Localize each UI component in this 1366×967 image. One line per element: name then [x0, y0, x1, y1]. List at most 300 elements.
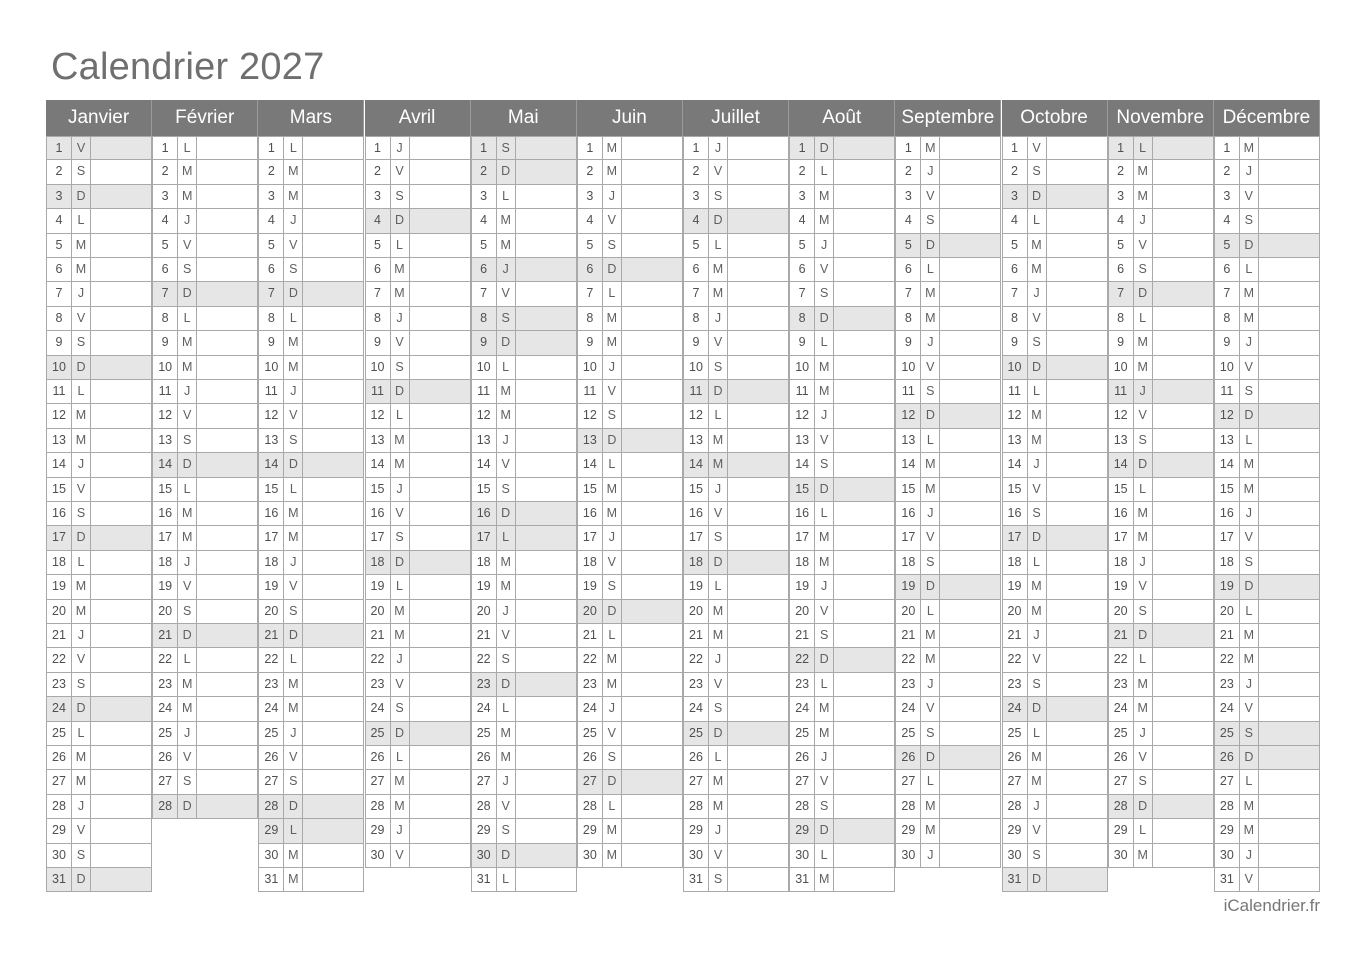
day-note-cell — [91, 429, 151, 452]
weekday-letter: L — [72, 209, 91, 232]
day-note-cell — [197, 795, 257, 818]
day-row — [258, 185, 364, 209]
day-number: 4 — [366, 209, 391, 232]
day-row — [258, 380, 364, 404]
day-note-cell — [622, 307, 682, 330]
day-note-cell — [516, 282, 576, 305]
weekday-letter: M — [921, 648, 940, 671]
day-note-cell — [940, 697, 1000, 720]
day-number: 27 — [1215, 770, 1240, 793]
day-row — [258, 819, 364, 843]
day-note-cell — [197, 575, 257, 598]
weekday-letter: M — [284, 160, 303, 183]
day-note-cell — [516, 844, 576, 867]
day-row — [683, 551, 789, 575]
day-row — [1108, 478, 1214, 502]
day-note-cell — [516, 673, 576, 696]
day-number: 13 — [366, 429, 391, 452]
day-note-cell — [622, 600, 682, 623]
day-note-cell — [728, 502, 788, 525]
day-note-cell — [197, 770, 257, 793]
day-row — [1002, 502, 1108, 526]
day-number: 13 — [790, 429, 815, 452]
day-note-cell — [91, 551, 151, 574]
weekday-letter: M — [1240, 478, 1259, 501]
weekday-letter: M — [178, 526, 197, 549]
day-note-cell — [622, 185, 682, 208]
day-note-cell — [197, 429, 257, 452]
day-number: 18 — [153, 551, 178, 574]
weekday-letter: S — [391, 185, 410, 208]
day-number: 11 — [1109, 380, 1134, 403]
day-row — [365, 844, 471, 868]
day-note-cell — [834, 209, 894, 232]
day-row — [789, 722, 895, 746]
day-note-cell — [1259, 478, 1319, 501]
day-row — [1002, 282, 1108, 306]
weekday-letter: D — [921, 234, 940, 257]
day-note-cell — [303, 673, 363, 696]
weekday-letter: M — [72, 746, 91, 769]
day-number: 1 — [790, 137, 815, 159]
day-number: 16 — [1109, 502, 1134, 525]
day-note-cell — [1047, 137, 1107, 159]
day-note-cell — [728, 282, 788, 305]
weekday-letter: V — [72, 307, 91, 330]
day-row — [152, 356, 258, 380]
day-number: 16 — [1215, 502, 1240, 525]
day-note-cell — [1153, 600, 1213, 623]
day-note-cell — [91, 624, 151, 647]
weekday-letter: L — [497, 697, 516, 720]
day-note-cell — [197, 234, 257, 257]
day-row — [1002, 697, 1108, 721]
weekday-letter: L — [1028, 209, 1047, 232]
weekday-letter: S — [603, 404, 622, 427]
day-number: 22 — [1109, 648, 1134, 671]
weekday-letter: D — [284, 795, 303, 818]
weekday-letter: S — [1028, 160, 1047, 183]
day-number: 16 — [47, 502, 72, 525]
day-number: 5 — [1109, 234, 1134, 257]
day-note-cell — [303, 722, 363, 745]
weekday-letter: M — [815, 356, 834, 379]
day-number: 10 — [684, 356, 709, 379]
weekday-letter: L — [284, 307, 303, 330]
day-row — [683, 770, 789, 794]
day-note-cell — [728, 673, 788, 696]
day-row — [895, 722, 1001, 746]
day-note-cell — [1153, 160, 1213, 183]
weekday-letter: M — [284, 868, 303, 891]
day-row — [1214, 868, 1320, 892]
day-row — [1108, 453, 1214, 477]
day-note-cell — [1153, 404, 1213, 427]
weekday-letter: L — [603, 282, 622, 305]
day-number: 25 — [896, 722, 921, 745]
weekday-letter: M — [921, 282, 940, 305]
day-note-cell — [91, 404, 151, 427]
day-number: 6 — [259, 258, 284, 281]
weekday-letter: L — [815, 502, 834, 525]
day-number: 24 — [259, 697, 284, 720]
weekday-letter: M — [921, 453, 940, 476]
day-number: 2 — [1003, 160, 1028, 183]
day-row — [1214, 551, 1320, 575]
day-number: 14 — [153, 453, 178, 476]
day-number: 3 — [153, 185, 178, 208]
day-note-cell — [834, 160, 894, 183]
day-note-cell — [622, 624, 682, 647]
day-row — [365, 697, 471, 721]
day-note-cell — [1259, 282, 1319, 305]
weekday-letter: M — [497, 551, 516, 574]
day-note-cell — [728, 526, 788, 549]
day-row — [46, 478, 152, 502]
day-number: 13 — [578, 429, 603, 452]
weekday-letter: M — [497, 404, 516, 427]
day-number: 9 — [1003, 331, 1028, 354]
day-note-cell — [622, 478, 682, 501]
day-number: 20 — [1215, 600, 1240, 623]
day-row — [152, 234, 258, 258]
weekday-letter: S — [1028, 502, 1047, 525]
day-note-cell — [1259, 453, 1319, 476]
day-row — [895, 234, 1001, 258]
day-number: 24 — [472, 697, 497, 720]
day-note-cell — [410, 697, 470, 720]
day-row — [1214, 209, 1320, 233]
day-row — [1108, 307, 1214, 331]
day-row — [1214, 575, 1320, 599]
day-row — [46, 258, 152, 282]
weekday-letter: J — [497, 770, 516, 793]
weekday-letter: L — [178, 307, 197, 330]
day-note-cell — [91, 331, 151, 354]
day-note-cell — [91, 746, 151, 769]
day-row — [365, 502, 471, 526]
weekday-letter: J — [815, 404, 834, 427]
day-number: 22 — [153, 648, 178, 671]
day-number: 29 — [259, 819, 284, 842]
day-number: 27 — [1109, 770, 1134, 793]
weekday-letter: J — [709, 478, 728, 501]
day-number: 30 — [684, 844, 709, 867]
day-note-cell — [410, 648, 470, 671]
day-row — [471, 844, 577, 868]
day-row — [46, 453, 152, 477]
day-row — [789, 526, 895, 550]
day-row — [471, 624, 577, 648]
day-number: 30 — [790, 844, 815, 867]
day-row — [365, 722, 471, 746]
day-number: 24 — [1215, 697, 1240, 720]
weekday-letter: M — [815, 380, 834, 403]
day-number: 20 — [1003, 600, 1028, 623]
day-note-cell — [516, 526, 576, 549]
day-number: 1 — [153, 137, 178, 159]
weekday-letter: J — [1028, 453, 1047, 476]
day-note-cell — [516, 575, 576, 598]
weekday-letter: M — [603, 502, 622, 525]
day-note-cell — [1153, 356, 1213, 379]
day-note-cell — [516, 770, 576, 793]
day-row — [1108, 404, 1214, 428]
weekday-letter: M — [1240, 648, 1259, 671]
weekday-letter: M — [709, 429, 728, 452]
day-number: 17 — [578, 526, 603, 549]
day-note-cell — [940, 282, 1000, 305]
day-row — [365, 795, 471, 819]
day-note-cell — [197, 648, 257, 671]
weekday-letter: V — [603, 380, 622, 403]
day-note-cell — [91, 795, 151, 818]
day-row — [895, 575, 1001, 599]
day-row — [789, 185, 895, 209]
day-row — [471, 209, 577, 233]
day-note-cell — [1047, 648, 1107, 671]
day-note-cell — [410, 160, 470, 183]
day-number: 16 — [366, 502, 391, 525]
weekday-letter: S — [1028, 844, 1047, 867]
day-row — [577, 331, 683, 355]
day-row — [258, 624, 364, 648]
day-row — [152, 770, 258, 794]
day-row — [1002, 746, 1108, 770]
day-number: 27 — [684, 770, 709, 793]
day-number: 26 — [259, 746, 284, 769]
day-note-cell — [1047, 258, 1107, 281]
day-note-cell — [1153, 746, 1213, 769]
day-note-cell — [516, 404, 576, 427]
day-number: 26 — [896, 746, 921, 769]
day-row — [46, 136, 152, 160]
day-number: 21 — [259, 624, 284, 647]
day-row — [683, 575, 789, 599]
day-number: 16 — [790, 502, 815, 525]
weekday-letter: V — [1240, 356, 1259, 379]
day-number: 12 — [366, 404, 391, 427]
day-note-cell — [516, 624, 576, 647]
day-note-cell — [940, 551, 1000, 574]
day-note-cell — [303, 648, 363, 671]
day-row — [1214, 282, 1320, 306]
weekday-letter: J — [709, 648, 728, 671]
day-number: 4 — [47, 209, 72, 232]
day-note-cell — [516, 429, 576, 452]
day-row — [1108, 673, 1214, 697]
day-note-cell — [1047, 356, 1107, 379]
day-row — [1214, 234, 1320, 258]
day-row — [471, 380, 577, 404]
day-row — [152, 600, 258, 624]
day-row — [1214, 746, 1320, 770]
day-row — [365, 600, 471, 624]
day-number: 19 — [472, 575, 497, 598]
day-row — [683, 234, 789, 258]
day-note-cell — [940, 453, 1000, 476]
weekday-letter: L — [178, 137, 197, 159]
day-number: 28 — [47, 795, 72, 818]
day-number: 10 — [896, 356, 921, 379]
day-row — [471, 575, 577, 599]
day-note-cell — [91, 209, 151, 232]
day-number: 24 — [896, 697, 921, 720]
day-row — [1002, 234, 1108, 258]
day-note-cell — [728, 648, 788, 671]
day-row — [683, 844, 789, 868]
day-note-cell — [303, 137, 363, 159]
day-number: 19 — [1003, 575, 1028, 598]
day-note-cell — [728, 575, 788, 598]
weekday-letter: D — [1028, 697, 1047, 720]
day-row — [1214, 819, 1320, 843]
day-row — [1214, 404, 1320, 428]
day-row — [577, 478, 683, 502]
day-note-cell — [728, 770, 788, 793]
day-note-cell — [622, 234, 682, 257]
day-number: 2 — [259, 160, 284, 183]
weekday-letter: D — [709, 380, 728, 403]
weekday-letter: V — [815, 258, 834, 281]
day-note-cell — [516, 746, 576, 769]
day-number: 1 — [1003, 137, 1028, 159]
day-row — [1108, 136, 1214, 160]
day-number: 24 — [366, 697, 391, 720]
day-row — [152, 722, 258, 746]
day-row — [577, 673, 683, 697]
day-note-cell — [1259, 600, 1319, 623]
day-note-cell — [834, 673, 894, 696]
day-number: 14 — [1003, 453, 1028, 476]
day-note-cell — [940, 356, 1000, 379]
weekday-letter: M — [709, 282, 728, 305]
day-note-cell — [410, 502, 470, 525]
day-number: 9 — [1215, 331, 1240, 354]
day-row — [895, 844, 1001, 868]
day-number: 8 — [259, 307, 284, 330]
day-note-cell — [940, 624, 1000, 647]
day-row — [258, 722, 364, 746]
day-number: 29 — [1109, 819, 1134, 842]
day-note-cell — [940, 258, 1000, 281]
day-number: 20 — [153, 600, 178, 623]
day-row — [789, 331, 895, 355]
day-note-cell — [410, 429, 470, 452]
weekday-letter: M — [1028, 234, 1047, 257]
day-note-cell — [1259, 185, 1319, 208]
weekday-letter: J — [709, 137, 728, 159]
weekday-letter: S — [709, 697, 728, 720]
weekday-letter: M — [72, 429, 91, 452]
day-number: 24 — [684, 697, 709, 720]
day-number: 10 — [578, 356, 603, 379]
weekday-letter: S — [921, 380, 940, 403]
day-note-cell — [91, 868, 151, 891]
day-row — [577, 575, 683, 599]
weekday-letter: D — [921, 404, 940, 427]
weekday-letter: L — [709, 575, 728, 598]
day-row — [471, 331, 577, 355]
day-note-cell — [303, 258, 363, 281]
day-number: 19 — [259, 575, 284, 598]
day-number: 12 — [259, 404, 284, 427]
day-row — [258, 429, 364, 453]
day-row — [577, 234, 683, 258]
day-number: 25 — [1215, 722, 1240, 745]
day-number: 10 — [153, 356, 178, 379]
day-row — [1108, 282, 1214, 306]
day-note-cell — [410, 722, 470, 745]
day-row — [471, 356, 577, 380]
day-number: 17 — [896, 526, 921, 549]
weekday-letter: D — [1240, 234, 1259, 257]
day-note-cell — [1047, 234, 1107, 257]
day-number: 30 — [1215, 844, 1240, 867]
day-number: 21 — [684, 624, 709, 647]
day-row — [577, 429, 683, 453]
weekday-letter: L — [178, 648, 197, 671]
day-note-cell — [728, 551, 788, 574]
weekday-letter: V — [921, 185, 940, 208]
day-note-cell — [516, 356, 576, 379]
weekday-letter: V — [1240, 697, 1259, 720]
weekday-letter: L — [72, 380, 91, 403]
weekday-letter: M — [284, 673, 303, 696]
day-number: 8 — [790, 307, 815, 330]
day-note-cell — [91, 380, 151, 403]
day-number: 29 — [790, 819, 815, 842]
weekday-letter: S — [603, 746, 622, 769]
day-number: 26 — [790, 746, 815, 769]
day-number: 20 — [366, 600, 391, 623]
day-row — [258, 673, 364, 697]
weekday-letter: M — [178, 502, 197, 525]
day-note-cell — [622, 453, 682, 476]
day-row — [895, 648, 1001, 672]
weekday-letter: S — [497, 819, 516, 842]
day-note-cell — [1259, 526, 1319, 549]
weekday-letter: S — [603, 575, 622, 598]
day-note-cell — [1259, 331, 1319, 354]
day-number: 14 — [896, 453, 921, 476]
day-number: 20 — [896, 600, 921, 623]
day-note-cell — [197, 453, 257, 476]
day-row — [895, 770, 1001, 794]
day-note-cell — [728, 258, 788, 281]
day-row — [365, 526, 471, 550]
day-row — [46, 722, 152, 746]
day-number: 13 — [1003, 429, 1028, 452]
day-row — [1002, 307, 1108, 331]
day-number: 25 — [1003, 722, 1028, 745]
weekday-letter: D — [603, 770, 622, 793]
weekday-letter: S — [815, 795, 834, 818]
weekday-letter: J — [497, 258, 516, 281]
day-number: 15 — [578, 478, 603, 501]
weekday-letter: J — [603, 697, 622, 720]
day-row — [1108, 234, 1214, 258]
day-row — [1214, 722, 1320, 746]
day-row — [683, 624, 789, 648]
day-number: 22 — [472, 648, 497, 671]
day-note-cell — [91, 234, 151, 257]
day-note-cell — [410, 185, 470, 208]
day-row — [1108, 209, 1214, 233]
day-row — [683, 673, 789, 697]
day-number: 13 — [259, 429, 284, 452]
day-number: 14 — [1109, 453, 1134, 476]
